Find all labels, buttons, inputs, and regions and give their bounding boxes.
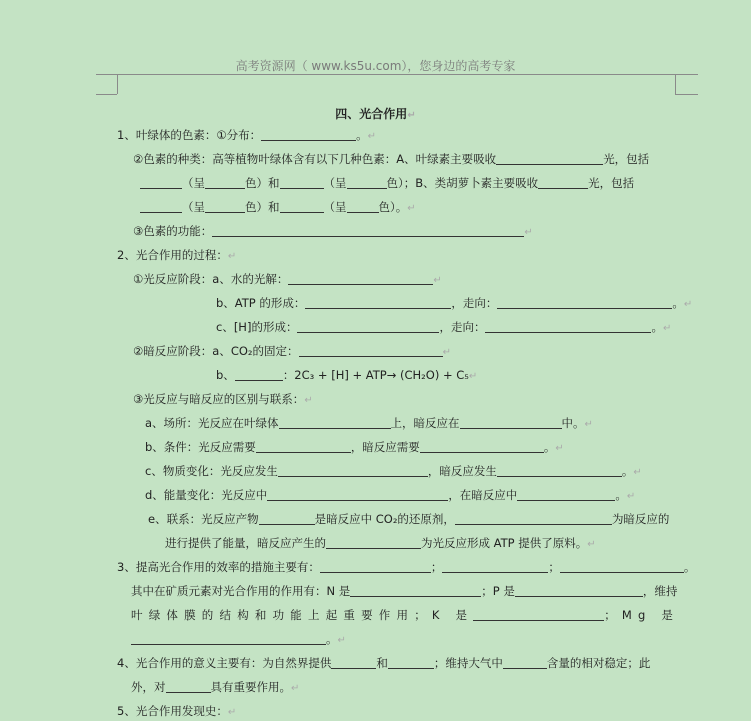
blank[interactable] <box>347 176 387 189</box>
corner-mark-right <box>675 74 676 94</box>
blank[interactable] <box>205 176 245 189</box>
line-dark-reaction: ②暗反应阶段：a、CO₂的固定： ↵ <box>133 344 451 358</box>
line-pigment-types-3: （呈 色）和 （呈 色）。↵ <box>140 199 416 217</box>
blank[interactable] <box>497 296 672 309</box>
line-pigment-distribution: 1、叶绿体的色素：①分布： 。↵ <box>117 128 377 142</box>
corner-mark-left <box>117 74 118 94</box>
blank[interactable] <box>442 560 548 573</box>
blank[interactable] <box>473 608 604 621</box>
blank[interactable] <box>140 176 182 189</box>
blank[interactable] <box>259 512 315 525</box>
blank[interactable] <box>166 680 211 693</box>
line-matter-change: c、物质变化：光反应发生 ，暗反应发生 。↵ <box>145 464 642 478</box>
blank[interactable] <box>497 464 622 477</box>
blank[interactable] <box>538 176 588 189</box>
line-connection-2: 进行提供了能量，暗反应产生的 为光反应形成 ATP 提供了原料。↵ <box>165 536 596 550</box>
line-light-reaction: ①光反应阶段：a、水的光解： ↵ <box>133 272 442 286</box>
blank[interactable] <box>261 128 356 141</box>
blank[interactable] <box>288 272 433 285</box>
blank[interactable] <box>503 656 547 669</box>
paragraph-mark: ↵ <box>407 110 416 121</box>
blank[interactable] <box>496 152 603 165</box>
line-minerals-3: 。↵ <box>131 631 346 649</box>
line-significance-2: 外，对 具有重要作用。↵ <box>131 680 300 694</box>
blank[interactable] <box>320 560 431 573</box>
blank[interactable] <box>515 584 643 597</box>
line-process-heading: 2、光合作用的过程：↵ <box>117 248 237 262</box>
blank[interactable] <box>297 320 439 333</box>
blank[interactable] <box>131 632 326 645</box>
blank[interactable] <box>460 416 562 429</box>
blank[interactable] <box>347 200 379 213</box>
header-rule <box>96 74 698 75</box>
line-significance: 4、光合作用的意义主要有：为自然界提供 和 ；维持大气中 含量的相对稳定；此 <box>117 656 651 670</box>
line-history: 5、光合作用发现史：↵ <box>117 704 237 718</box>
blank[interactable] <box>350 584 481 597</box>
blank[interactable] <box>485 320 651 333</box>
blank[interactable] <box>299 344 443 357</box>
line-atp-formation: b、ATP 的形成： ，走向： 。↵ <box>216 296 693 310</box>
blank[interactable] <box>517 488 615 501</box>
line-pigment-types: ②色素的种类：高等植物叶绿体含有以下几种色素：A、叶绿素主要吸收 光，包括 <box>133 152 650 166</box>
blank[interactable] <box>279 416 391 429</box>
blank[interactable] <box>455 512 612 525</box>
blank[interactable] <box>326 536 421 549</box>
line-c3-reduction: b、 ：2C₃ + [H] + ATP→ (CH₂O) + C₅↵ <box>216 368 478 382</box>
line-pigment-function: ③色素的功能： ↵ <box>133 224 533 238</box>
blank[interactable] <box>331 656 376 669</box>
blank[interactable] <box>205 200 245 213</box>
header-text: 高考资源网（ www.ks5u.com），您身边的高考专家 <box>235 59 516 73</box>
line-minerals-2: 叶绿体膜的结构和功能上起重要作用；K 是 ；Mg 是 <box>131 608 680 622</box>
line-efficiency: 3、提高光合作用的效率的措施主要有： ； ； 。 <box>117 560 696 574</box>
blank[interactable] <box>212 224 524 237</box>
line-location: a、场所：光反应在叶绿体 上，暗反应在 中。↵ <box>145 416 593 430</box>
blank[interactable] <box>420 440 544 453</box>
blank[interactable] <box>256 440 351 453</box>
line-conditions: b、条件：光反应需要 ，暗反应需要 。↵ <box>145 440 564 454</box>
blank[interactable] <box>140 200 182 213</box>
line-h-formation: c、[H]的形成： ，走向： 。↵ <box>216 320 672 334</box>
blank[interactable] <box>278 464 428 477</box>
blank[interactable] <box>560 560 684 573</box>
section-title: 四、光合作用↵ <box>335 107 416 121</box>
blank[interactable] <box>280 200 324 213</box>
line-pigment-types-2: （呈 色）和 （呈 色）；B、类胡萝卜素主要吸收 光，包括 <box>140 175 634 191</box>
blank[interactable] <box>267 488 448 501</box>
blank[interactable] <box>280 176 324 189</box>
line-energy-change: d、能量变化：光反应中 ，在暗反应中 。↵ <box>145 488 636 502</box>
line-comparison-heading: ③光反应与暗反应的区别与联系：↵ <box>133 392 313 406</box>
blank[interactable] <box>305 296 451 309</box>
line-minerals: 其中在矿质元素对光合作用的作用有：N 是 ；P 是 ，维持 <box>131 584 678 598</box>
blank[interactable] <box>235 368 283 381</box>
line-connection: e、联系：光反应产物 是暗反应中 CO₂的还原剂， 为暗反应的 <box>148 512 670 526</box>
blank[interactable] <box>388 656 434 669</box>
